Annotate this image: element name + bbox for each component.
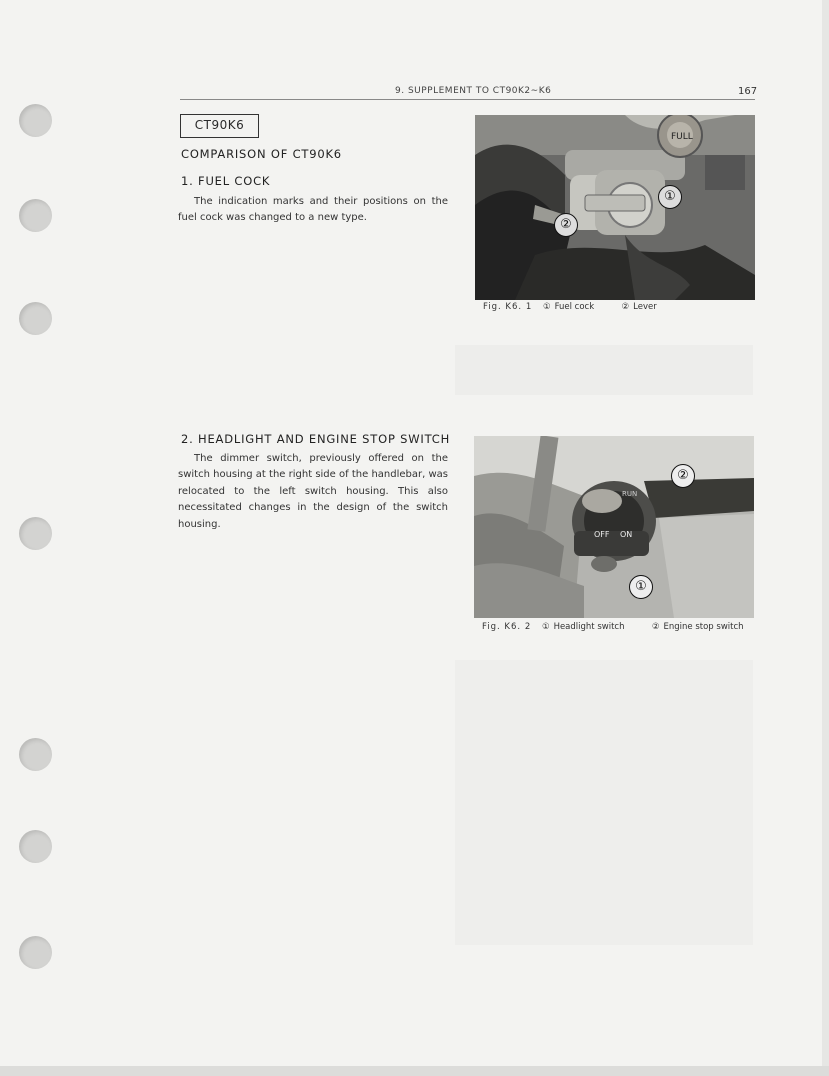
full-mark: FULL xyxy=(671,132,693,142)
run-mark: RUN xyxy=(622,490,638,498)
off-mark: OFF xyxy=(594,530,610,539)
item-num: ① xyxy=(541,622,550,632)
section-text-headlight-switch: The dimmer switch, previously offered on the switch housing at the right side of the handlebar, was relocated to the left switch housing. This also necessitated changes in the design of the switch housing. xyxy=(178,453,448,530)
section-heading-headlight-switch: 2. HEADLIGHT AND ENGINE STOP SWITCH xyxy=(181,432,451,446)
item-label: Fuel cock xyxy=(554,302,595,312)
binder-hole xyxy=(19,936,52,969)
callout-2: ② xyxy=(554,213,578,237)
binder-hole xyxy=(19,302,52,335)
scan-edge xyxy=(822,0,829,1076)
bleed-through xyxy=(455,660,753,945)
callout-1: ① xyxy=(629,575,653,599)
scan-edge xyxy=(0,1066,829,1076)
model-box: CT90K6 xyxy=(180,114,259,138)
item-num: ① xyxy=(542,302,551,312)
binder-hole xyxy=(19,104,52,137)
item-label: Engine stop switch xyxy=(663,622,744,632)
callout-1: ① xyxy=(658,185,682,209)
handlebar-switch-photo xyxy=(474,436,754,618)
figure-caption-2 xyxy=(482,622,744,632)
binder-hole xyxy=(19,517,52,550)
fig-label: Fig. K6. 1 xyxy=(483,302,533,312)
section-text-fuel-cock: The indication marks and their positions on the fuel cock was changed to a new type. xyxy=(178,196,448,224)
running-header: 9. SUPPLEMENT TO CT90K2∼K6 xyxy=(395,86,552,96)
binder-hole xyxy=(19,830,52,863)
fig-label: Fig. K6. 2 xyxy=(482,622,532,632)
binder-hole xyxy=(19,738,52,771)
on-mark: ON xyxy=(620,530,633,539)
page-number: 167 xyxy=(738,86,758,97)
header-rule xyxy=(180,99,755,100)
fuel-cock-photo xyxy=(475,115,755,300)
section-heading-fuel-cock: 1. FUEL COCK xyxy=(181,174,271,188)
item-label: Headlight switch xyxy=(553,622,625,632)
item-num: ② xyxy=(651,622,660,632)
figure-caption-1 xyxy=(483,302,657,312)
item-num: ② xyxy=(621,302,630,312)
comparison-title: COMPARISON OF CT90K6 xyxy=(181,147,342,161)
item-label: Lever xyxy=(633,302,657,312)
bleed-through xyxy=(455,345,753,395)
binder-hole xyxy=(19,199,52,232)
callout-2: ② xyxy=(671,464,695,488)
